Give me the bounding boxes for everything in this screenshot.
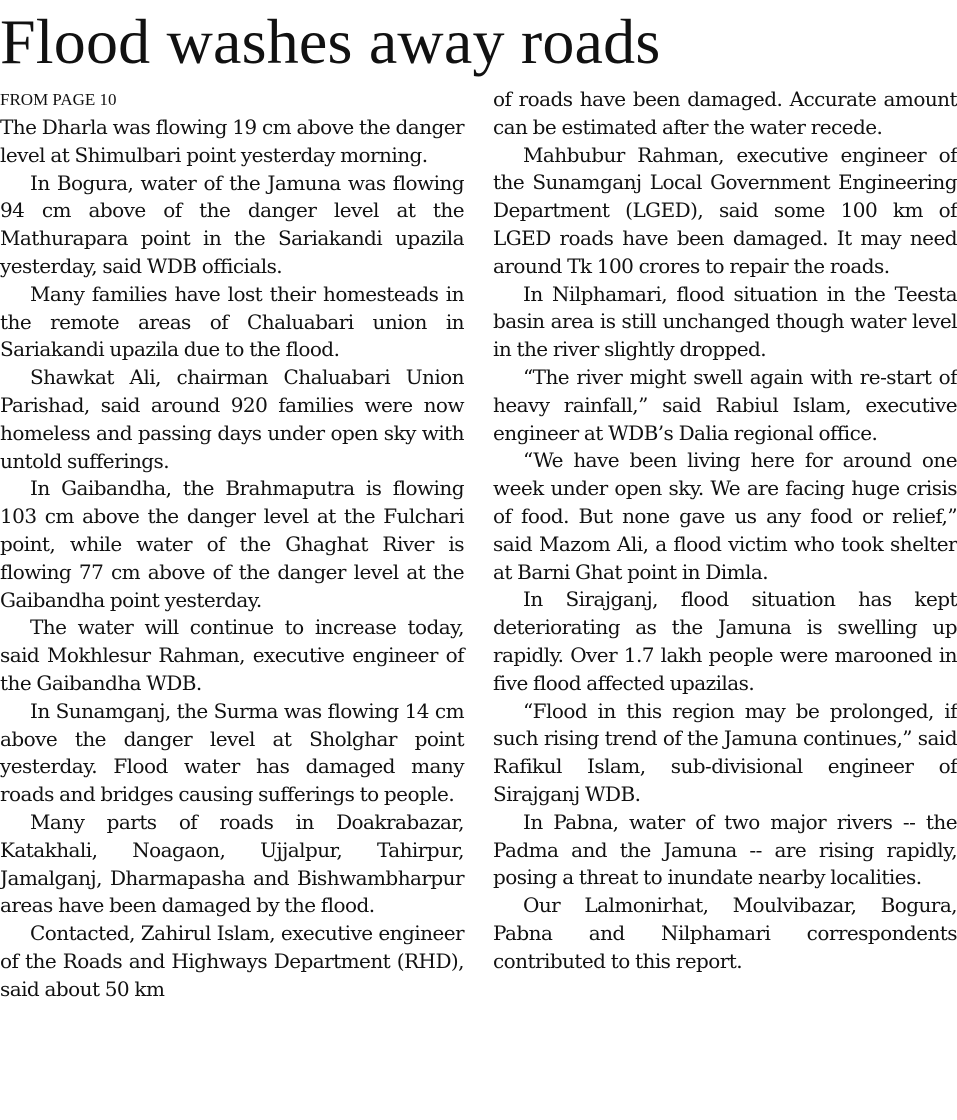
paragraph: Shawkat Ali, chairman Chaluabari Union Parishad, said around 920 families were now homeless and passing days under open sky with untold sufferings.: [0, 365, 464, 473]
paragraph: The water will continue to increase today, said Mokhlesur Rahman, executive engineer of the Gaibandha WDB.: [0, 615, 464, 695]
paragraph: The Dharla was flowing 19 cm above the danger level at Shimulbari point yesterday morning.: [0, 115, 464, 167]
paragraph: of roads have been damaged. Accurate amount can be estimated after the water recede.: [493, 87, 957, 139]
article-column-left: [0, 86, 464, 1004]
paragraph: Our Lalmonirhat, Moulvibazar, Bogura, Pabna and Nilphamari correspondents contributed to this report.: [493, 893, 957, 973]
paragraph: Contacted, Zahirul Islam, executive engineer of the Roads and Highways Department (RHD), said about 50 km: [0, 921, 464, 1001]
article-column-right: [493, 86, 957, 976]
paragraph: In Gaibandha, the Brahmaputra is flowing 103 cm above the danger level at the Fulchari point, while water of the Ghaghat River is flowing 77 cm above of the danger level at the Gaibandha point yesterday.: [0, 476, 464, 612]
paragraph: Many parts of roads in Doakrabazar, Katakhali, Noagaon, Ujjalpur, Tahirpur, Jamalganj, Dharmapasha and Bishwambharpur areas have been damaged by the flood.: [0, 809, 464, 918]
paragraph: In Sirajganj, flood situation has kept deteriorating as the Jamuna is swelling up rapidly. Over 1.7 lakh people were marooned in five flood affected upazilas.: [493, 587, 957, 695]
paragraph: In Bogura, water of the Jamuna was flowing 94 cm above of the danger level at the Mathurapara point in the Sariakandi upazila yesterday, said WDB officials.: [0, 170, 464, 278]
paragraph: In Sunamganj, the Surma was flowing 14 cm above the danger level at Sholghar point yesterday. Flood water has damaged many roads and bridges causing sufferings to people.: [0, 698, 464, 807]
paragraph: “Flood in this region may be prolonged, if such rising trend of the Jamuna continues,” said Rafikul Islam, sub-divisional engineer of Sirajganj WDB.: [493, 698, 957, 806]
paragraph: Many families have lost their homesteads in the remote areas of Chaluabari union in Sariakandi upazila due to the flood.: [0, 281, 464, 362]
paragraph: “We have been living here for around one week under open sky. We are facing huge crisis of food. But none gave us any food or relief,” said Mazom Ali, a flood victim who took shelter at Barni Ghat point in Dimla.: [493, 448, 957, 584]
paragraph: In Nilphamari, flood situation in the Teesta basin area is still unchanged though water level in the river slightly dropped.: [493, 281, 957, 362]
jump-line: FROM PAGE 10: [0, 90, 117, 109]
paragraph: “The river might swell again with re-start of heavy rainfall,” said Rabiul Islam, executive engineer at WDB’s Dalia regional office.: [493, 364, 957, 445]
headline: Flood washes away roads: [0, 6, 661, 77]
paragraph: Mahbubur Rahman, executive engineer of the Sunamganj Local Government Engineering Department (LGED), said some 100 km of LGED roads have been damaged. It may need around Tk 100 crores to repair the roads.: [493, 142, 957, 278]
paragraph: In Pabna, water of two major rivers -- the Padma and the Jamuna -- are rising rapidly, posing a threat to inundate nearby localities.: [493, 809, 957, 890]
